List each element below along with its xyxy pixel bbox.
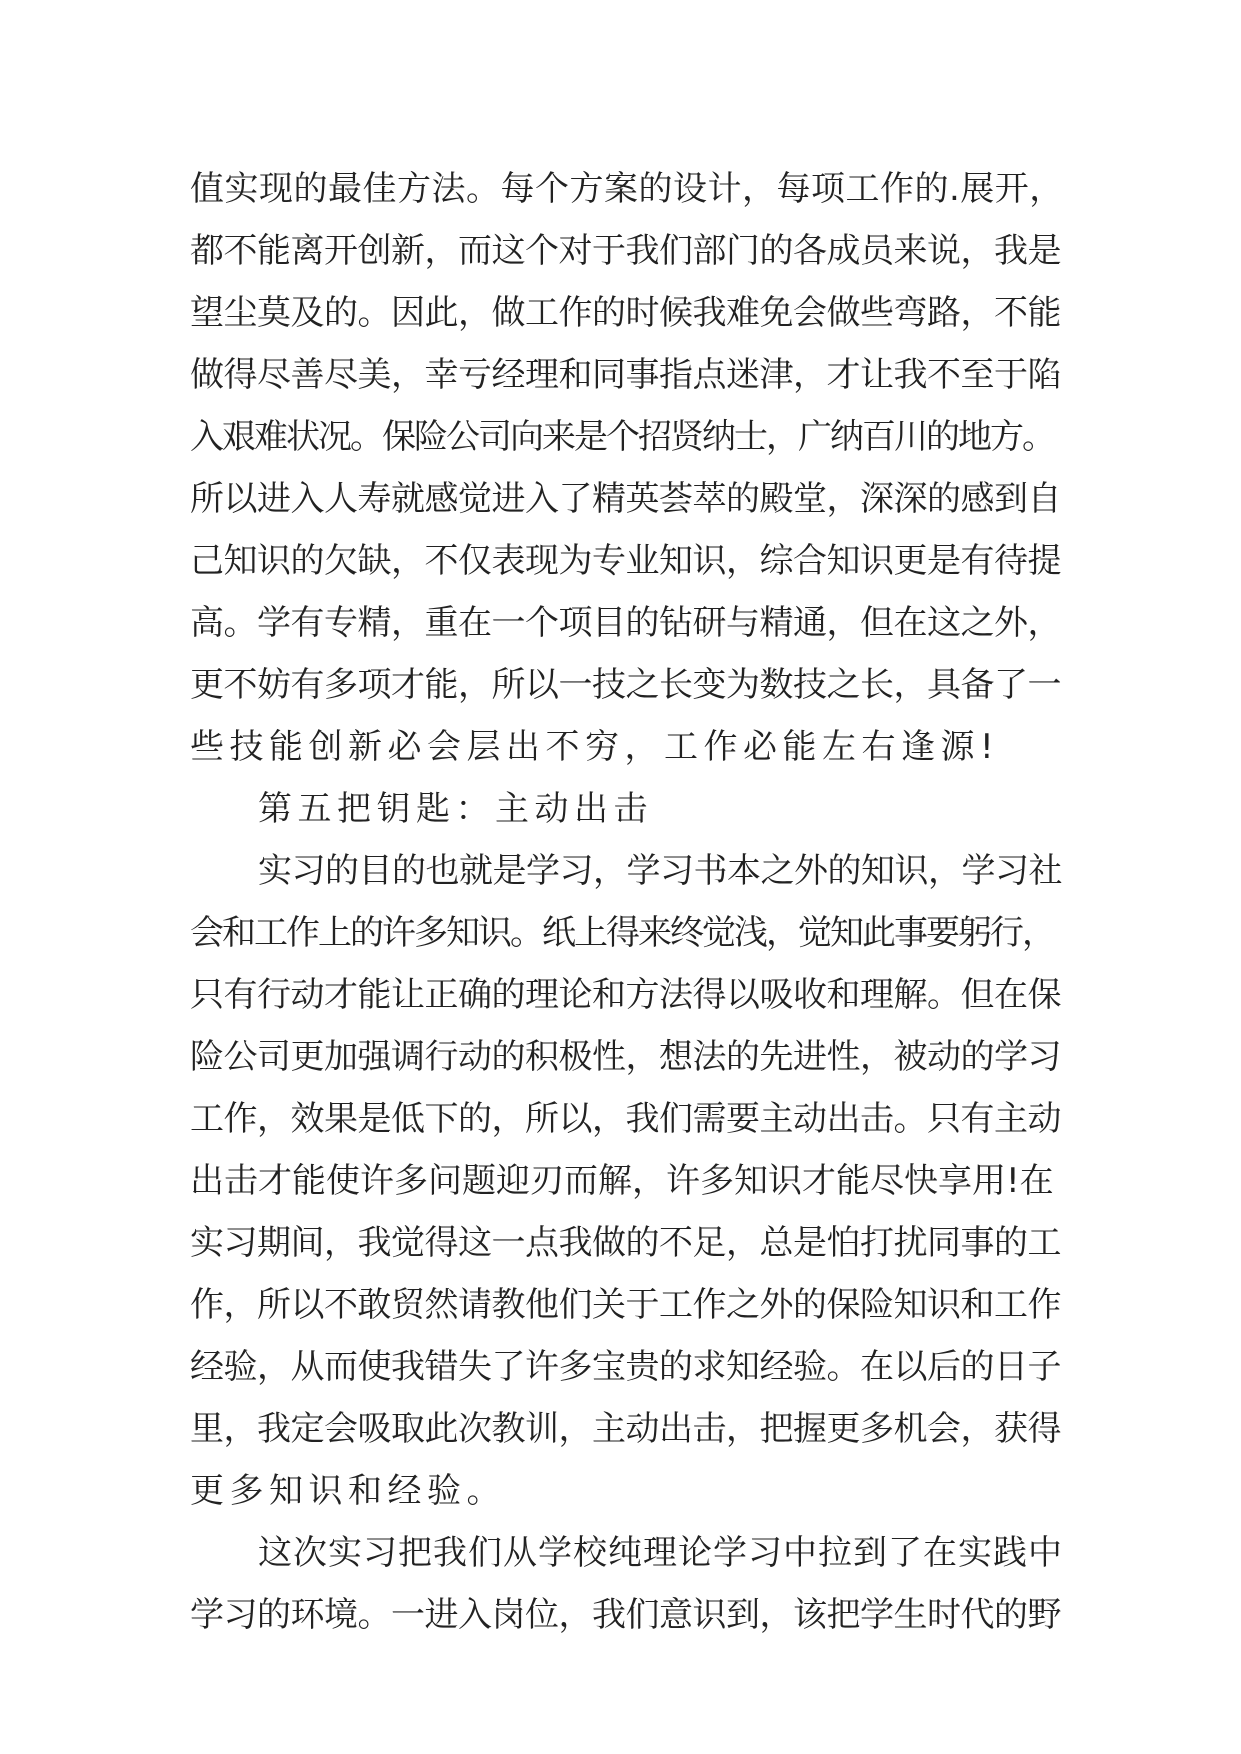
text-line: 实习期间，我觉得这一点我做的不足，总是怕打扰同事的工 bbox=[190, 1223, 1061, 1263]
text-line: 工作，效果是低下的，所以，我们需要主动出击。只有主动 bbox=[190, 1099, 1061, 1139]
text-line: 经验，从而使我错失了许多宝贵的求知经验。在以后的日子 bbox=[190, 1347, 1061, 1387]
text-line: 些技能创新必会层出不穷，工作必能左右逢源! bbox=[190, 727, 1000, 767]
text-line: 更多知识和经验。 bbox=[190, 1471, 506, 1511]
text-line: 己知识的欠缺，不仅表现为专业知识，综合知识更是有待提 bbox=[190, 541, 1061, 581]
text-line: 做得尽善尽美，幸亏经理和同事指点迷津，才让我不至于陷 bbox=[190, 355, 1061, 395]
text-line: 更不妨有多项才能，所以一技之长变为数技之长，具备了一 bbox=[190, 665, 1061, 705]
text-line: 里，我定会吸取此次教训，主动出击，把握更多机会，获得 bbox=[190, 1409, 1061, 1449]
text-line: 会和工作上的许多知识。纸上得来终觉浅，觉知此事要躬行， bbox=[190, 913, 1054, 953]
text-line: 望尘莫及的。因此，做工作的时候我难免会做些弯路，不能 bbox=[190, 293, 1061, 333]
text-line: 只有行动才能让正确的理论和方法得以吸收和理解。但在保 bbox=[190, 975, 1061, 1015]
text-line: 作，所以不敢贸然请教他们关于工作之外的保险知识和工作 bbox=[190, 1285, 1061, 1325]
section-heading: 第五把钥匙：主动出击 bbox=[258, 789, 653, 829]
text-line: 学习的环境。一进入岗位，我们意识到，该把学生时代的野 bbox=[190, 1595, 1061, 1635]
text-line: 入艰难状况。保险公司向来是个招贤纳士，广纳百川的地方。 bbox=[190, 417, 1054, 457]
paragraph-start: 实习的目的也就是学习，学习书本之外的知识，学习社 bbox=[258, 851, 1062, 891]
paragraph-start: 这次实习把我们从学校纯理论学习中拉到了在实践中 bbox=[258, 1533, 1063, 1573]
text-line: 所以进入人寿就感觉进入了精英荟萃的殿堂，深深的感到自 bbox=[190, 479, 1061, 519]
text-line: 都不能离开创新，而这个对于我们部门的各成员来说，我是 bbox=[190, 231, 1061, 271]
text-line: 值实现的最佳方法。每个方案的设计，每项工作的.展开， bbox=[190, 169, 1064, 209]
text-line: 出击才能使许多问题迎刃而解，许多知识才能尽快享用!在 bbox=[190, 1161, 1054, 1201]
body-text bbox=[190, 158, 1062, 1646]
text-line: 险公司更加强调行动的积极性，想法的先进性，被动的学习 bbox=[190, 1037, 1061, 1077]
text-line: 高。学有专精，重在一个项目的钻研与精通，但在这之外， bbox=[190, 603, 1061, 643]
